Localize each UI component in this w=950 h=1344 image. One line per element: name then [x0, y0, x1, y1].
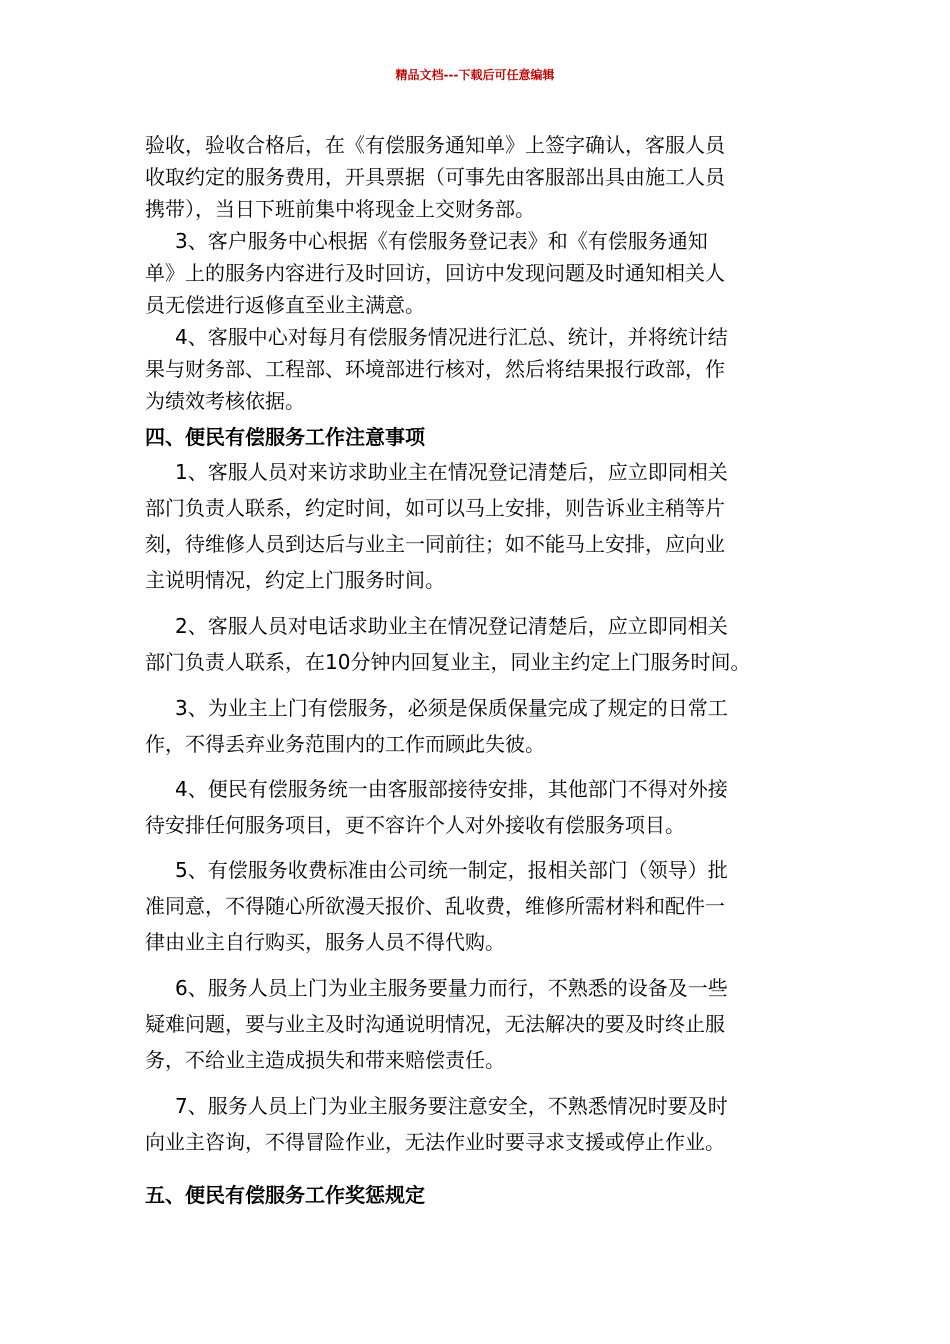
body-line: 部门负责人联系，约定时间，如可以马上安排，则告诉业主稍等片 — [145, 496, 725, 520]
body-line: 部门负责人联系，在10分钟内回复业主，同业主约定上门服务时间。 — [145, 650, 751, 674]
section-heading: 四、便民有偿服务工作注意事项 — [145, 425, 425, 449]
body-line: 主说明情况，约定上门服务时间。 — [145, 568, 445, 592]
body-line: 6、服务人员上门为业主服务要量力而行，不熟悉的设备及一些 — [175, 976, 728, 1000]
body-line: 为绩效考核依据。 — [145, 389, 305, 413]
page-header: 精品文档---下载后可任意编辑 — [395, 68, 555, 82]
body-line: 律由业主自行购买，服务人员不得代购。 — [145, 930, 505, 954]
body-line: 7、服务人员上门为业主服务要注意安全，不熟悉情况时要及时 — [175, 1094, 728, 1118]
body-line: 果与财务部、工程部、环境部进行核对，然后将结果报行政部，作 — [145, 357, 725, 381]
body-line: 刻，待维修人员到达后与业主一同前往；如不能马上安排，应向业 — [145, 532, 725, 556]
body-line: 员无偿进行返修直至业主满意。 — [145, 293, 425, 317]
body-line: 向业主咨询，不得冒险作业，无法作业时要寻求支援或停止作业。 — [145, 1130, 725, 1154]
body-line: 4、客服中心对每月有偿服务情况进行汇总、统计，并将统计结 — [175, 325, 728, 349]
body-line: 准同意，不得随心所欲漫天报价、乱收费，维修所需材料和配件一 — [145, 894, 725, 918]
body-line: 收取约定的服务费用，开具票据（可事先由客服部出具由施工人员 — [145, 165, 725, 189]
body-line: 待安排任何服务项目，更不容许个人对外接收有偿服务项目。 — [145, 813, 685, 837]
body-line: 务，不给业主造成损失和带来赔偿责任。 — [145, 1048, 505, 1072]
body-line: 单》上的服务内容进行及时回访，回访中发现问题及时通知相关人 — [145, 261, 725, 285]
body-line: 3、为业主上门有偿服务，必须是保质保量完成了规定的日常工 — [175, 696, 728, 720]
body-line: 1、客服人员对来访求助业主在情况登记清楚后，应立即同相关 — [175, 460, 728, 484]
body-line: 3、客户服务中心根据《有偿服务登记表》和《有偿服务通知 — [175, 229, 708, 253]
body-line: 验收，验收合格后，在《有偿服务通知单》上签字确认，客服人员 — [145, 133, 725, 157]
body-line: 作，不得丢弃业务范围内的工作而顾此失彼。 — [145, 732, 545, 756]
body-line: 5、有偿服务收费标准由公司统一制定，报相关部门（领导）批 — [175, 858, 728, 882]
body-line: 疑难问题，要与业主及时沟通说明情况，无法解决的要及时终止服 — [145, 1012, 725, 1036]
body-line: 携带），当日下班前集中将现金上交财务部。 — [145, 197, 535, 221]
section-heading: 五、便民有偿服务工作奖惩规定 — [145, 1183, 425, 1207]
body-line: 2、客服人员对电话求助业主在情况登记清楚后，应立即同相关 — [175, 614, 728, 638]
body-line: 4、便民有偿服务统一由客服部接待安排，其他部门不得对外接 — [175, 777, 728, 801]
